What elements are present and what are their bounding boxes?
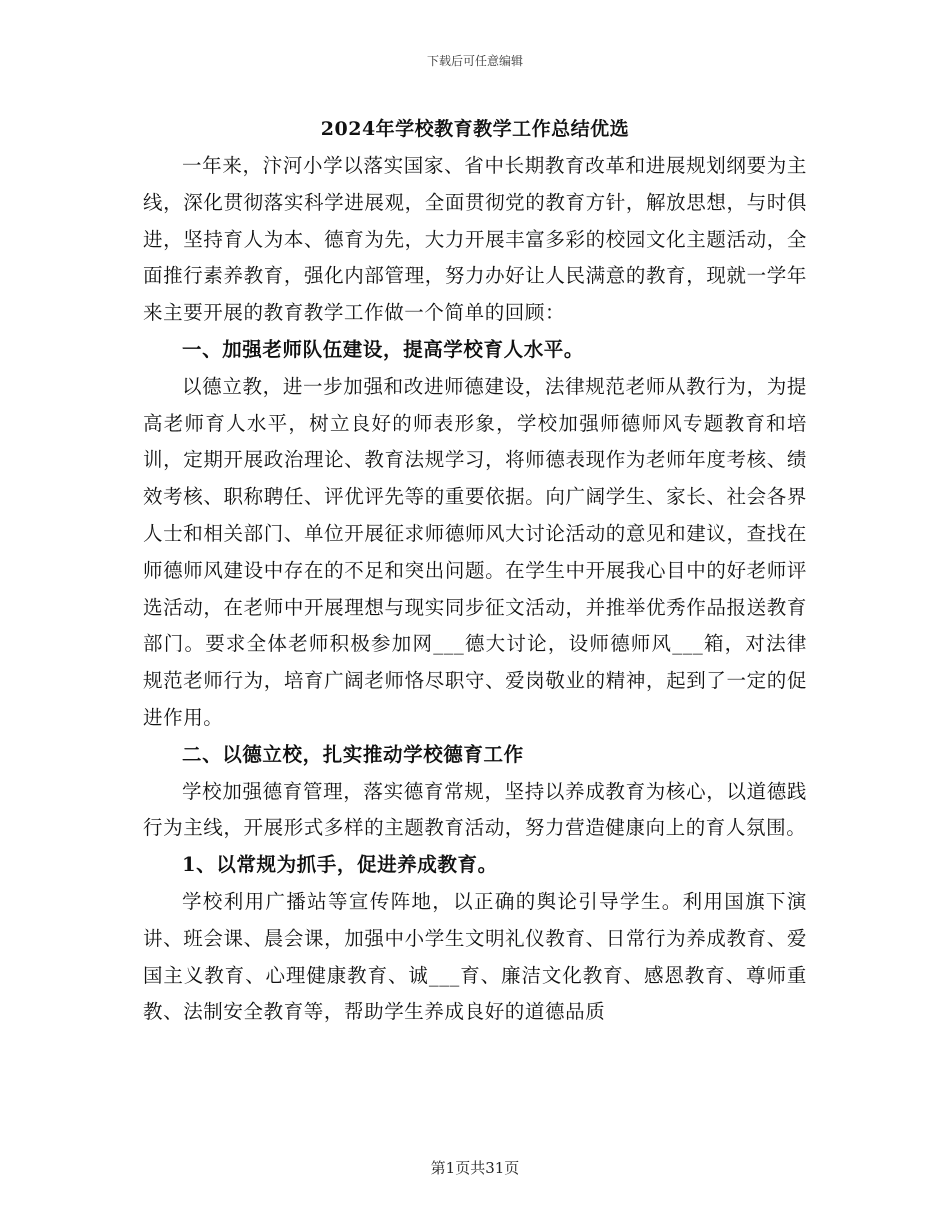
document-title: 2024年学校教育教学工作总结优选 — [320, 118, 630, 140]
paragraph-moral-management: 学校加强德育管理，落实德育常规，坚持以养成教育为核心，以道德践行为主线，开展形式多样的主题教育活动，努力营造健康向上的育人氛围。 — [143, 779, 807, 840]
paragraph-teacher-ethics: 以德立教，进一步加强和改进师德建设，法律规范老师从教行为，为提高老师育人水平，树立良好的师表形象，学校加强师德师风专题教育和培训，定期开展政治理论、教育法规学习，将师德表现作为老师年度考核、绩效考核、职称聘任、评优评先等的重要依据。向广阔学生、家长、社会各界人士和相关部门、单位开展征求师德师风大讨论活动的意见和建议，查找在师德师风建设中存在的不足和突出问题。在学生中开展我心目中的好老师评选活动，在老师中开展理想与现实同步征文活动，并推举优秀作品报送教育部门。要求全体老师积极参加网___德大讨论，设师德师风___箱，对法律规范老师行为，培育广阔老师恪尽职守、爱岗敬业的精神，起到了一定的促进作用。 — [143, 374, 807, 729]
page-header-note: 下载后可任意编辑 — [426, 54, 523, 68]
paragraph-intro: 一年来，汴河小学以落实国家、省中长期教育改革和进展规划纲要为主线，深化贯彻落实科学进展观，全面贯彻党的教育方针，解放思想，与时俱进，坚持育人为本、德育为先，大力开展丰富多彩的校园文化主题活动，全面推行素养教育，强化内部管理，努力办好让人民满意的教育，现就一学年来主要开展的教育教学工作做一个简单的回顾： — [143, 154, 807, 325]
subsection-heading-routine: 1、以常规为抓手，促进养成教育。 — [182, 853, 498, 877]
section-heading-moral-education: 二、以德立校，扎实推动学校德育工作 — [182, 742, 524, 766]
page-number: 第1页共31页 — [430, 1159, 520, 1177]
document-body — [143, 148, 807, 1031]
paragraph-routine-education: 学校利用广播站等宣传阵地，以正确的舆论引导学生。利用国旗下演讲、班会课、晨会课，加强中小学生文明礼仪教育、日常行为养成教育、爱国主义教育、心理健康教育、诚___育、廉洁文化教育、感恩教育、尊师重教、法制安全教育等，帮助学生养成良好的道德品质 — [143, 889, 807, 1024]
section-heading-teacher-team: 一、加强老师队伍建设，提高学校育人水平。 — [182, 337, 585, 361]
